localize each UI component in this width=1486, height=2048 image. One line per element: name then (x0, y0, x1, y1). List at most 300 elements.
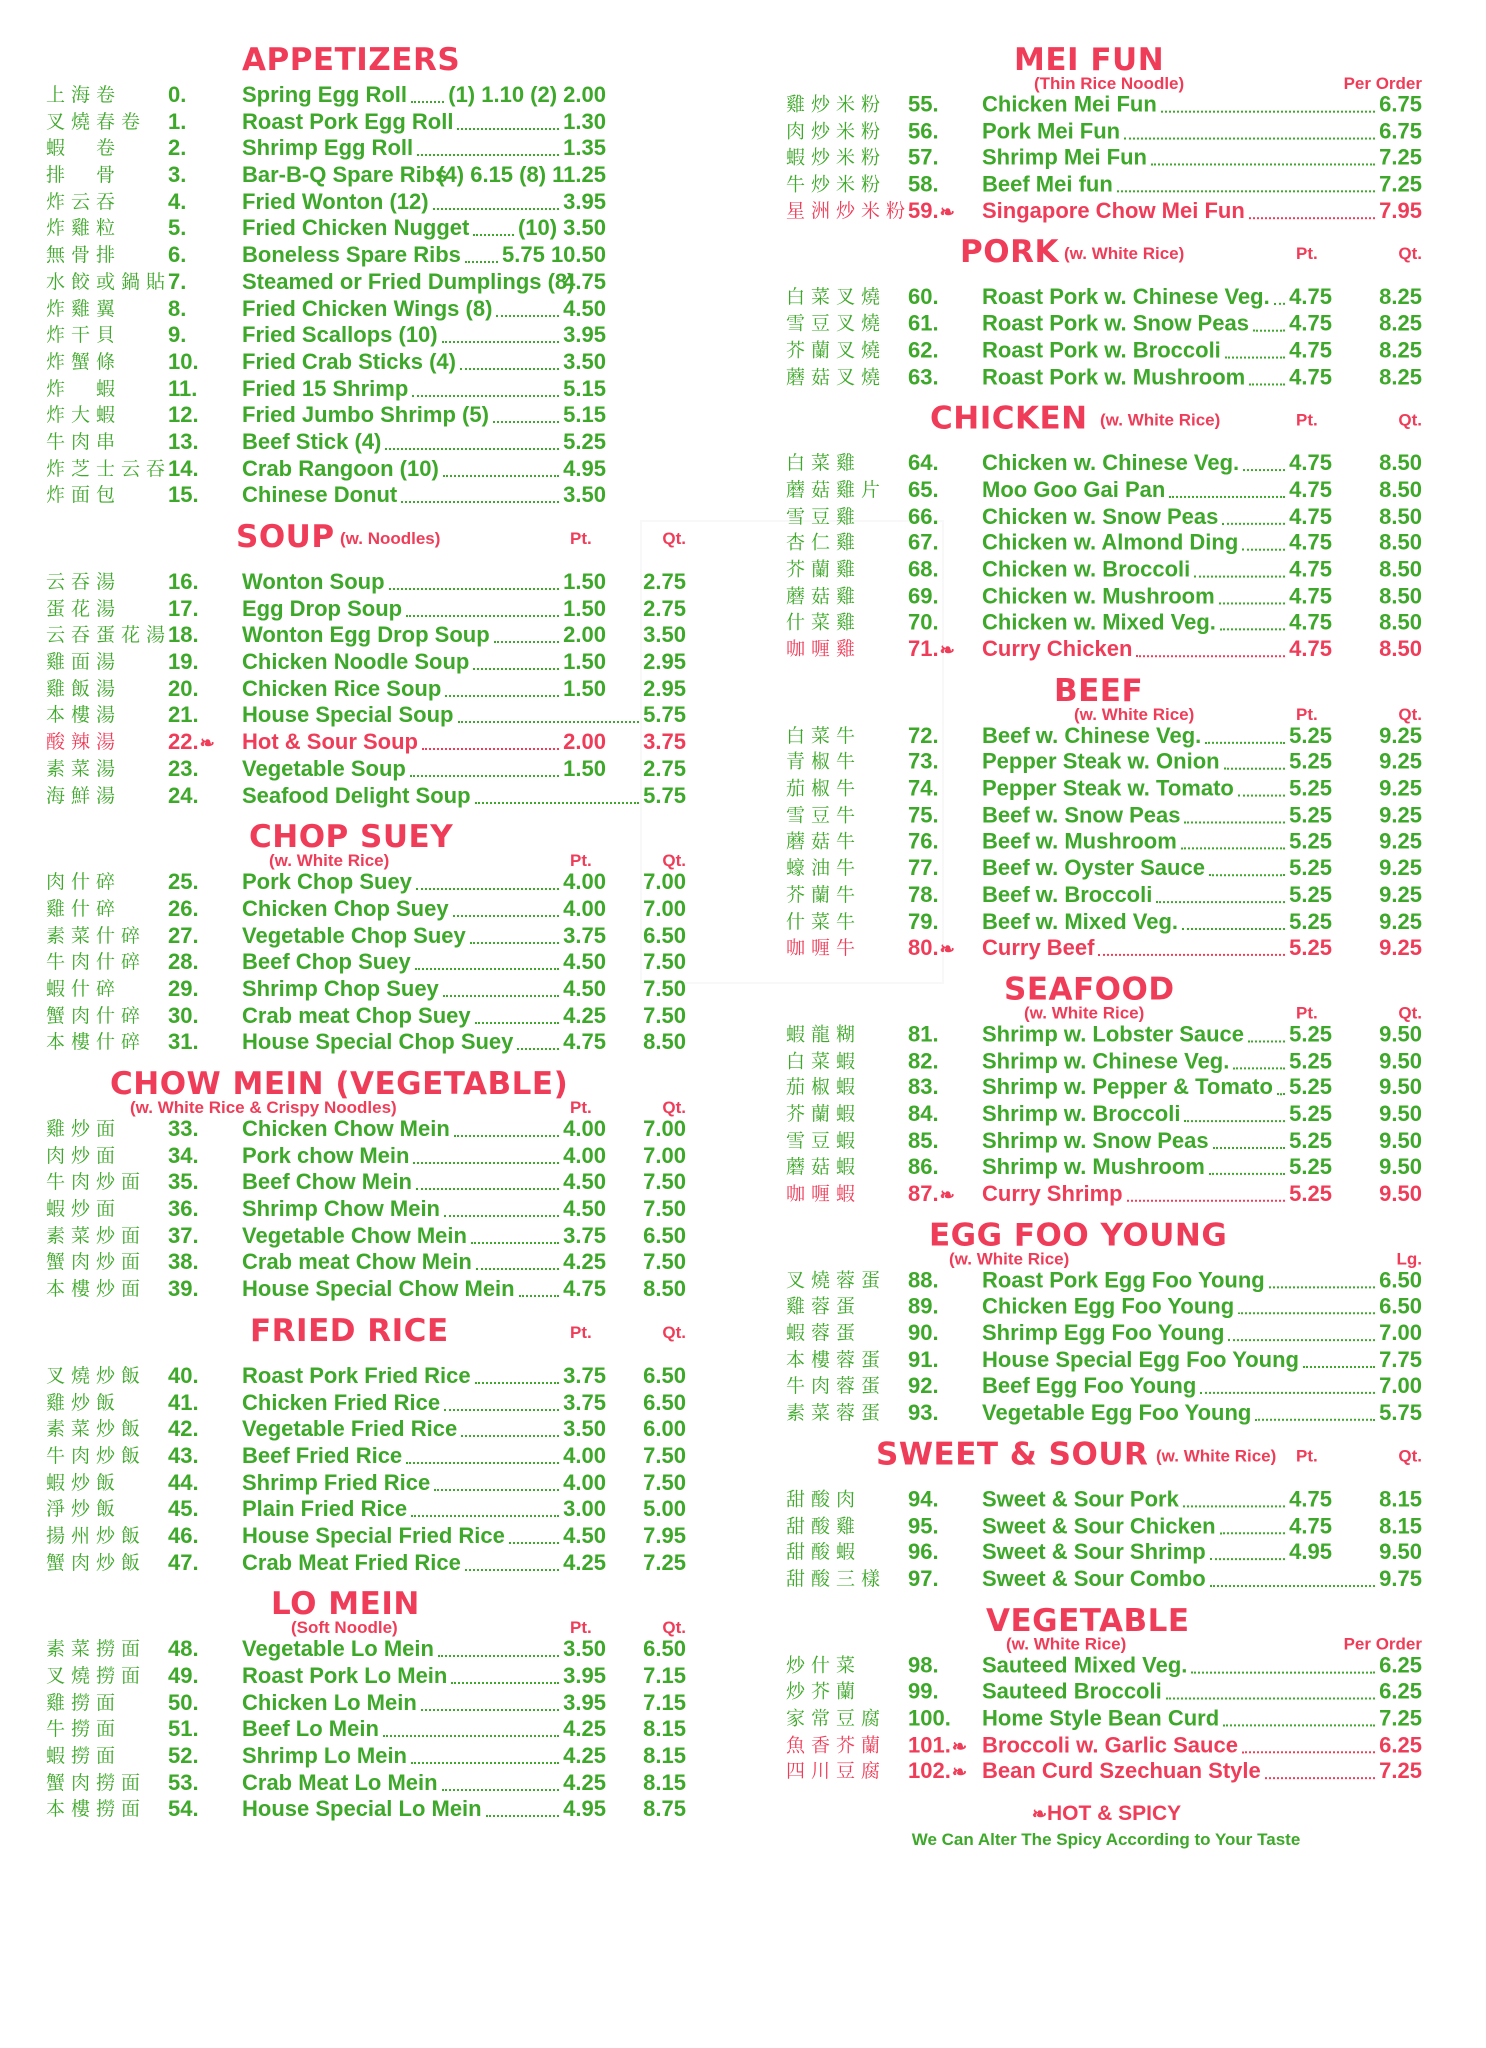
price-header-quart: Qt. (1398, 244, 1422, 264)
item-number-text: 26. (168, 895, 199, 921)
item-number-text: 99. (908, 1678, 939, 1704)
price-pint: 3.75 (563, 922, 606, 948)
section-subtitle: (w. White Rice) (1074, 704, 1195, 724)
dot-leader (443, 475, 559, 477)
dot-leader (453, 915, 560, 917)
chinese-name: 素菜湯 (46, 757, 122, 780)
item-number (908, 1075, 968, 1102)
dot-leader (460, 368, 559, 370)
item-name: Pork Mei Fun (982, 118, 1121, 144)
item-name: Seafood Delight Soup (242, 782, 471, 808)
price-pint: 4.75 (1289, 284, 1332, 310)
item-number (908, 171, 968, 198)
chinese-name: 炸雞粒 (46, 217, 122, 240)
hot-pepper-icon: ❧ (951, 1762, 967, 1783)
item-number-text: 29. (168, 975, 199, 1001)
hot-pepper-icon: ❧ (939, 640, 955, 661)
dot-leader (1253, 330, 1285, 332)
menu-item-row (46, 296, 696, 323)
item-number-text: 60. (908, 284, 939, 310)
item-number (168, 1029, 228, 1056)
chinese-name: 蝦炒米粉 (786, 146, 887, 169)
dot-leader (411, 1515, 559, 1517)
price-quart: 7.50 (643, 1002, 686, 1028)
dot-leader (475, 1382, 560, 1384)
item-number-text: 23. (168, 755, 199, 781)
item-number-text: 93. (908, 1399, 939, 1425)
menu-item-row (46, 1663, 696, 1690)
price-quart: 9.25 (1379, 908, 1422, 934)
item-number-text: 39. (168, 1276, 199, 1302)
chinese-name: 淨炒飯 (46, 1498, 122, 1521)
price-header-pint: Pt. (570, 1618, 592, 1638)
menu-item-row (786, 92, 1426, 119)
section-subtitle: (Thin Rice Noodle) (1034, 73, 1185, 93)
menu-item-row (786, 935, 1426, 962)
item-number-text: 67. (908, 530, 939, 555)
item-name: Sweet & Sour Shrimp (982, 1539, 1206, 1565)
price-quart: 6.75 (1379, 91, 1422, 117)
item-name: Fried Chicken Nugget (242, 215, 470, 241)
menu-item-row (46, 349, 696, 376)
item-name: Vegetable Lo Mein (242, 1636, 434, 1662)
menu-item-row (786, 583, 1426, 610)
item-name: Chicken Noodle Soup (242, 649, 470, 675)
item-number-text: 98. (908, 1652, 939, 1678)
item-name: Roast Pork w. Snow Peas (982, 310, 1249, 336)
item-number (908, 311, 968, 338)
price-pint: 5.25 (1289, 1021, 1332, 1047)
menu-item-row (46, 949, 696, 976)
section-subtitle: (w. White Rice) (949, 1249, 1070, 1269)
item-number (168, 1169, 228, 1196)
dot-leader (389, 588, 560, 590)
price-pint: 5.15 (563, 375, 606, 401)
price-quart: 9.50 (1379, 1154, 1422, 1180)
dot-leader (406, 1462, 559, 1464)
menu-item-row (786, 1075, 1426, 1102)
item-name: House Special Soup (242, 702, 454, 728)
price-pint: 2.00 (563, 622, 606, 648)
item-number (168, 1443, 228, 1470)
chinese-name: 牛肉蓉蛋 (786, 1375, 887, 1398)
price-quart: 7.50 (643, 1169, 686, 1195)
spicy-note: We Can Alter The Spicy According to Your Taste (911, 1830, 1301, 1849)
item-name: Steamed or Fried Dumplings (8) (242, 268, 575, 294)
item-number (168, 1770, 228, 1797)
item-number-text: 89. (908, 1293, 939, 1319)
chinese-name: 雪豆叉燒 (786, 312, 887, 335)
item-number (168, 82, 228, 109)
price-quart: 7.15 (643, 1663, 686, 1688)
price-header-quart: Qt. (1398, 410, 1422, 430)
item-name: Bean Curd Szechuan Style (982, 1758, 1261, 1784)
dot-leader (1223, 1724, 1375, 1726)
price-pint: 4.00 (563, 1116, 606, 1141)
price-pint: 3.95 (563, 322, 606, 348)
section-subtitle: (w. White Rice) (1156, 1446, 1277, 1466)
chinese-name: 白菜叉燒 (786, 286, 887, 309)
chinese-name: 炸云吞 (46, 190, 122, 213)
price-pint: 4.75 (1289, 450, 1332, 476)
item-name: Roast Pork Lo Mein (242, 1663, 448, 1688)
price-quart: 8.15 (1379, 1512, 1422, 1538)
item-number (168, 109, 228, 136)
item-number-text: 24. (168, 782, 199, 808)
item-number-text: 79. (908, 908, 939, 934)
item-number (908, 557, 968, 584)
item-number (908, 1759, 968, 1787)
item-number-text: 71. (908, 636, 939, 662)
chinese-name: 素菜炒面 (46, 1224, 147, 1247)
menu-item-row (786, 1373, 1426, 1400)
item-name: Vegetable Fried Rice (242, 1416, 458, 1442)
item-number-text: 45. (168, 1496, 199, 1522)
item-number-text: 36. (168, 1196, 199, 1222)
item-number-text: 72. (908, 722, 939, 748)
price-pint: 3.75 (563, 1389, 606, 1415)
item-name: Shrimp w. Snow Peas (982, 1127, 1209, 1153)
price-pint: (4) 6.15 (8) 11.25 (437, 162, 606, 188)
price-pint: 5.25 (1289, 855, 1332, 881)
menu-item-row (46, 1443, 696, 1470)
dot-leader (416, 1188, 559, 1190)
dot-leader (496, 315, 559, 317)
chinese-name: 肉什碎 (46, 871, 122, 894)
chinese-name: 雞撈面 (46, 1691, 122, 1714)
section-subtitle: (w. Noodles) (340, 529, 441, 548)
price-quart: 8.50 (1379, 583, 1422, 609)
price-pint: 4.95 (563, 1796, 606, 1822)
menu-item-row (786, 145, 1426, 172)
price-quart: 2.75 (643, 755, 686, 781)
chinese-name: 本樓撈面 (46, 1798, 147, 1821)
menu-section (786, 1437, 1426, 1593)
item-number-text: 31. (168, 1029, 199, 1055)
item-name: Roast Pork Egg Foo Young (982, 1267, 1265, 1293)
dot-leader (1169, 496, 1285, 498)
hot-pepper-icon: ❧ (951, 1735, 967, 1756)
section-header (786, 401, 1426, 451)
menu-item-row (46, 1550, 696, 1577)
chinese-name: 蟹肉撈面 (46, 1771, 147, 1794)
price-pint: 5.25 (1289, 722, 1332, 748)
price-quart: 9.50 (1379, 1101, 1422, 1127)
dot-leader (410, 775, 559, 777)
dot-leader (1151, 164, 1375, 166)
item-name: Shrimp Egg Roll (242, 135, 414, 161)
menu-item-row (786, 1513, 1426, 1540)
item-number (168, 402, 228, 429)
price-quart: 3.50 (643, 622, 686, 648)
item-name: Chicken Egg Foo Young (982, 1293, 1235, 1319)
item-number (168, 1690, 228, 1717)
chinese-name: 蝦炒面 (46, 1198, 122, 1221)
chinese-name: 白菜雞 (786, 452, 862, 475)
price-pint: 1.30 (563, 108, 606, 134)
item-name: Shrimp w. Lobster Sauce (982, 1021, 1245, 1047)
price-pint: 4.75 (563, 1029, 606, 1055)
chinese-name: 雪豆牛 (786, 804, 862, 827)
item-number-text: 46. (168, 1522, 199, 1548)
menu-item-row (46, 482, 696, 509)
item-number-text: 35. (168, 1169, 199, 1195)
spicy-footer (786, 1802, 1426, 1850)
price-quart: 2.95 (643, 675, 686, 701)
section-header (46, 42, 696, 82)
menu-item-row (786, 557, 1426, 584)
item-name: Chicken w. Almond Ding (982, 530, 1239, 555)
item-number (908, 1679, 968, 1706)
price-header-quart: Qt. (1398, 704, 1422, 724)
item-name: Shrimp Lo Mein (242, 1743, 407, 1769)
item-number-text: 102. (908, 1758, 951, 1784)
item-number-text: 95. (908, 1512, 939, 1538)
section-header (46, 1313, 696, 1363)
price-pint: 4.50 (563, 975, 606, 1001)
hot-spicy-label: HOT & SPICY (1046, 1802, 1182, 1825)
price-quart: 9.25 (1379, 935, 1422, 961)
menu-item-row (786, 1486, 1426, 1513)
price-header-pint: Pt. (1296, 1003, 1318, 1023)
price-header-quart: Qt. (662, 1098, 686, 1117)
menu-item-row (786, 1154, 1426, 1181)
price-quart: 6.50 (643, 1636, 686, 1662)
dot-leader (1242, 549, 1285, 551)
item-number-text: 58. (908, 171, 939, 197)
item-number (908, 1048, 968, 1075)
price-quart: 9.25 (1379, 802, 1422, 828)
price-quart: 7.50 (643, 949, 686, 975)
price-pint: 3.50 (563, 1636, 606, 1662)
price-quart: 6.25 (1379, 1678, 1422, 1704)
item-name: Shrimp Chow Mein (242, 1196, 440, 1222)
price-quart: 7.25 (1379, 1705, 1422, 1731)
dot-leader (434, 1489, 559, 1491)
item-number-text: 0. (168, 82, 187, 107)
menu-section (786, 972, 1426, 1208)
chinese-name: 芥蘭叉燒 (786, 339, 887, 362)
item-name: Spring Egg Roll (242, 82, 407, 107)
price-quart: 8.50 (1379, 450, 1422, 476)
menu-item-row (46, 569, 696, 596)
item-number (908, 1101, 968, 1128)
item-name: Broccoli w. Garlic Sauce (982, 1731, 1238, 1757)
menu-item-row (46, 1116, 696, 1143)
item-number (168, 923, 228, 950)
menu-item-row (46, 322, 696, 349)
item-number (168, 1743, 228, 1770)
price-pint: 4.25 (563, 1769, 606, 1795)
price-pint: 5.25 (1289, 775, 1332, 801)
price-quart: 6.50 (643, 1389, 686, 1415)
dot-leader (519, 1295, 560, 1297)
item-number (168, 162, 228, 189)
section-title: PORK (960, 234, 1059, 271)
dot-leader (445, 695, 559, 697)
item-name: Shrimp Fried Rice (242, 1469, 431, 1495)
dot-leader (442, 341, 560, 343)
chinese-name: 牛肉什碎 (46, 951, 147, 974)
menu-item-row (46, 702, 696, 729)
menu-item-row (786, 829, 1426, 856)
menu-item-row (786, 503, 1426, 530)
dot-leader (1210, 1585, 1375, 1587)
price-quart: 7.25 (1379, 171, 1422, 197)
dot-leader (471, 1242, 559, 1244)
price-quart: 9.25 (1379, 722, 1422, 748)
chinese-name: 炸雞翼 (46, 297, 122, 320)
section-header (786, 1603, 1426, 1653)
price-quart: 8.15 (643, 1769, 686, 1795)
item-number-text: 19. (168, 649, 199, 675)
menu-item-row (786, 198, 1426, 225)
item-number (908, 1128, 968, 1155)
menu-item-row (46, 1003, 696, 1030)
item-number-text: 97. (908, 1565, 939, 1591)
chinese-name: 茄椒蝦 (786, 1076, 862, 1099)
item-number-text: 86. (908, 1154, 939, 1180)
item-number (908, 909, 968, 936)
item-name: Shrimp w. Pepper & Tomato (982, 1074, 1273, 1100)
menu-item-row (786, 364, 1426, 391)
price-pint: 4.95 (563, 455, 606, 481)
dot-leader (1184, 821, 1285, 823)
dot-leader (406, 615, 559, 617)
price-pint: 4.75 (1289, 1512, 1332, 1538)
price-pint: 4.00 (563, 895, 606, 921)
item-name: Roast Pork w. Broccoli (982, 337, 1221, 363)
section-title: LO MEIN (271, 1586, 420, 1623)
item-name: Shrimp w. Chinese Veg. (982, 1048, 1230, 1073)
item-number (908, 364, 968, 391)
dot-leader (1255, 1419, 1375, 1421)
chinese-name: 牛肉炒飯 (46, 1444, 147, 1467)
price-pint: 4.50 (563, 295, 606, 321)
item-number (168, 702, 228, 729)
item-number (168, 756, 228, 783)
dot-leader (1220, 629, 1285, 631)
item-number (908, 337, 968, 364)
item-number-text: 100. (908, 1705, 951, 1731)
chinese-name: 素菜炒飯 (46, 1418, 147, 1441)
item-name: Crab Meat Lo Mein (242, 1769, 438, 1795)
price-pint: 5.25 (1289, 828, 1332, 854)
chinese-name: 炸 蝦 (46, 377, 122, 400)
price-header-pint: Pt. (570, 1098, 592, 1117)
chinese-name: 蝦撈面 (46, 1745, 122, 1768)
item-name: Crab Meat Fried Rice (242, 1549, 461, 1575)
chinese-name: 海鮮湯 (46, 784, 122, 807)
chinese-name: 肉炒米粉 (786, 120, 887, 143)
item-number-text: 43. (168, 1442, 199, 1468)
price-quart: 8.50 (1379, 476, 1422, 502)
item-name: Chinese Donut (242, 482, 398, 508)
price-quart: 8.25 (1379, 284, 1422, 310)
dot-leader (1220, 1532, 1286, 1534)
price-header-pint: Pt. (1296, 410, 1318, 430)
section-title: VEGETABLE (986, 1602, 1190, 1639)
item-number (168, 429, 228, 456)
price-quart: 6.50 (643, 1222, 686, 1248)
item-name: Beef Mei fun (982, 171, 1113, 197)
price-pint: 4.75 (1289, 310, 1332, 336)
item-number (168, 242, 228, 269)
item-number-text: 73. (908, 749, 939, 775)
item-number (168, 896, 228, 923)
item-number-text: 8. (168, 295, 187, 321)
item-number-text: 62. (908, 337, 939, 363)
price-quart: 3.75 (643, 729, 686, 755)
section-subtitle: (w. White Rice) (269, 851, 390, 871)
price-pint: 5.15 (563, 402, 606, 428)
item-number-text: 57. (908, 144, 939, 170)
item-name: Beef Lo Mein (242, 1716, 379, 1742)
dot-leader (1209, 1173, 1285, 1175)
price-quart: 7.50 (643, 1469, 686, 1495)
chinese-name: 蝦 卷 (46, 137, 122, 160)
item-number (908, 583, 968, 610)
chinese-name: 叉燒蓉蛋 (786, 1269, 887, 1292)
menu-item-row (786, 311, 1426, 338)
item-number (908, 198, 968, 226)
chinese-name: 炸芝士云吞 (46, 457, 172, 480)
item-number (168, 649, 228, 676)
price-pint: 4.75 (563, 268, 606, 294)
item-number (168, 1663, 228, 1690)
price-quart: 6.50 (643, 922, 686, 948)
dot-leader (1191, 1671, 1375, 1673)
dot-leader (1210, 1558, 1285, 1560)
price-pint: 4.25 (563, 1249, 606, 1275)
price-header-pint: Pt. (570, 851, 592, 871)
price-quart: 7.15 (643, 1689, 686, 1715)
dot-leader (1265, 1777, 1375, 1779)
menu-item-row (786, 530, 1426, 557)
chinese-name: 炸蟹條 (46, 350, 122, 373)
menu-column-left (46, 42, 696, 1833)
price-quart: 8.50 (1379, 636, 1422, 662)
item-number (168, 269, 228, 296)
menu-item-row (786, 1759, 1426, 1786)
section-subtitle: (w. White Rice) (1064, 244, 1185, 264)
dot-leader (475, 802, 640, 804)
menu-item-row (786, 1101, 1426, 1128)
item-name: Chicken w. Snow Peas (982, 503, 1219, 529)
chinese-name: 蠔油牛 (786, 857, 862, 880)
price-pint: 5.25 (1289, 882, 1332, 907)
dot-leader (473, 234, 514, 236)
chinese-name: 云吞蛋花湯 (46, 624, 172, 647)
dot-leader (401, 501, 559, 503)
item-name: Chicken Lo Mein (242, 1689, 417, 1715)
menu-item-row (786, 1539, 1426, 1566)
item-number (908, 503, 968, 530)
section-title: BEEF (1054, 672, 1144, 709)
dot-leader (443, 995, 559, 997)
dot-leader (1269, 1286, 1375, 1288)
menu-section (46, 1586, 696, 1823)
item-number (168, 1223, 228, 1250)
section-header (46, 519, 696, 569)
price-pint: 3.75 (563, 1222, 606, 1248)
item-number-text: 28. (168, 949, 199, 975)
item-number-text: 59. (908, 198, 939, 223)
dot-leader (411, 101, 444, 103)
price-quart: 8.15 (643, 1743, 686, 1769)
item-number (908, 1486, 968, 1513)
menu-section (46, 519, 696, 809)
